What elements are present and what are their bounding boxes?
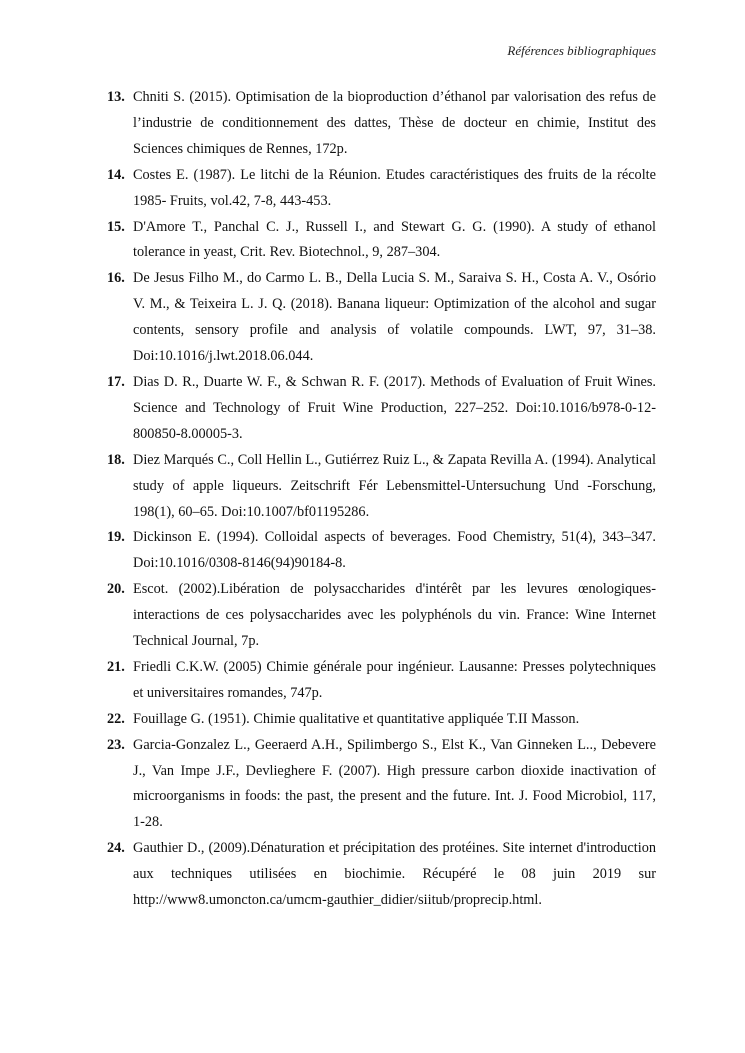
reference-item bbox=[107, 525, 656, 577]
reference-text: Chniti S. (2015). Optimisation de la bioproduction d’éthanol par valorisation des refus de l’industrie de conditionnement des dattes, Thèse de docteur en chimie, Institut des Sciences chimiques de Rennes, 172p. bbox=[133, 89, 656, 157]
reference-item bbox=[107, 215, 656, 267]
reference-number: 14. bbox=[107, 166, 125, 183]
reference-text: Diez Marqués C., Coll Hellin L., Gutiérrez Ruiz L., & Zapata Revilla A. (1994). Analytical study of apple liqueurs. Zeitschrift Fér Lebensmittel-Untersuchung Und -Forschung, 198(1), 60–65. Doi:10.1007/bf01195286. bbox=[133, 451, 656, 520]
reference-number: 16. bbox=[107, 270, 125, 287]
reference-list bbox=[107, 85, 656, 914]
reference-text: Costes E. (1987). Le litchi de la Réunion. Etudes caractéristiques des fruits de la récolte 1985- Fruits, vol.42, 7-8, 443-453. bbox=[133, 166, 656, 209]
reference-item bbox=[107, 655, 656, 707]
reference-text: De Jesus Filho M., do Carmo L. B., Della Lucia S. M., Saraiva S. H., Costa A. V., Osório V. M., & Teixeira L. J. Q. (2018). Banana liqueur: Optimization of the alcohol and sugar contents, sensory profile and analysis of volatile compounds. LWT, 97, 31–38. Doi:10.1016/j.lwt.2018.06.044. bbox=[133, 270, 656, 365]
reference-number: 17. bbox=[107, 373, 125, 390]
reference-text: Fouillage G. (1951). Chimie qualitative et quantitative appliquée T.II Masson. bbox=[133, 710, 580, 727]
reference-item bbox=[107, 85, 656, 163]
reference-item bbox=[107, 370, 656, 448]
reference-number: 13. bbox=[107, 89, 125, 105]
reference-text: Escot. (2002).Libération de polysaccharides d'intérêt par les levures œnologiques-interactions de ces polysaccharides avec les polyphénols du vin. France: Wine Internet Technical Journal, 7p. bbox=[133, 581, 656, 650]
reference-text: Gauthier D., (2009).Dénaturation et précipitation des protéines. Site internet d'introduction aux techniques utilisées en biochimie. Récupéré le 08 juin 2019 sur http://www8.umoncton.ca/umcm-gauthier_didier/siitub/proprecip.html. bbox=[133, 840, 656, 909]
reference-item bbox=[107, 836, 656, 914]
reference-number: 20. bbox=[107, 581, 125, 598]
reference-item bbox=[107, 448, 656, 526]
reference-text: Garcia-Gonzalez L., Geeraerd A.H., Spilimbergo S., Elst K., Van Ginneken L.., Debevere J., Van Impe J.F., Devlieghere F. (2007). High pressure carbon dioxide inactivation of microorganisms in foods: the past, the present and the future. Int. J. Food Microbiol, 117, 1-28. bbox=[133, 736, 656, 831]
reference-item bbox=[107, 577, 656, 655]
reference-number: 21. bbox=[107, 658, 125, 675]
reference-number: 19. bbox=[107, 529, 125, 546]
reference-number: 15. bbox=[107, 218, 125, 235]
reference-number: 24. bbox=[107, 840, 125, 857]
reference-text: Friedli C.K.W. (2005) Chimie générale pour ingénieur. Lausanne: Presses polytechniques et universitaires romandes, 747p. bbox=[133, 658, 656, 701]
reference-number: 18. bbox=[107, 451, 125, 468]
running-header: Références bibliographiques bbox=[507, 43, 656, 58]
reference-item bbox=[107, 163, 656, 215]
reference-text: Dickinson E. (1994). Colloidal aspects of beverages. Food Chemistry, 51(4), 343–347. Doi:10.1016/0308-8146(94)90184-8. bbox=[133, 529, 656, 572]
reference-item bbox=[107, 733, 656, 837]
reference-item bbox=[107, 707, 656, 733]
reference-text: D'Amore T., Panchal C. J., Russell I., and Stewart G. G. (1990). A study of ethanol tolerance in yeast, Crit. Rev. Biotechnol., 9, 287–304. bbox=[133, 218, 656, 261]
reference-text: Dias D. R., Duarte W. F., & Schwan R. F. (2017). Methods of Evaluation of Fruit Wines. Science and Technology of Fruit Wine Production, 227–252. Doi:10.1016/b978-0-12-800850-8.00005-3. bbox=[133, 373, 656, 442]
reference-number: 23. bbox=[107, 736, 125, 753]
reference-item bbox=[107, 266, 656, 370]
reference-number: 22. bbox=[107, 710, 125, 727]
